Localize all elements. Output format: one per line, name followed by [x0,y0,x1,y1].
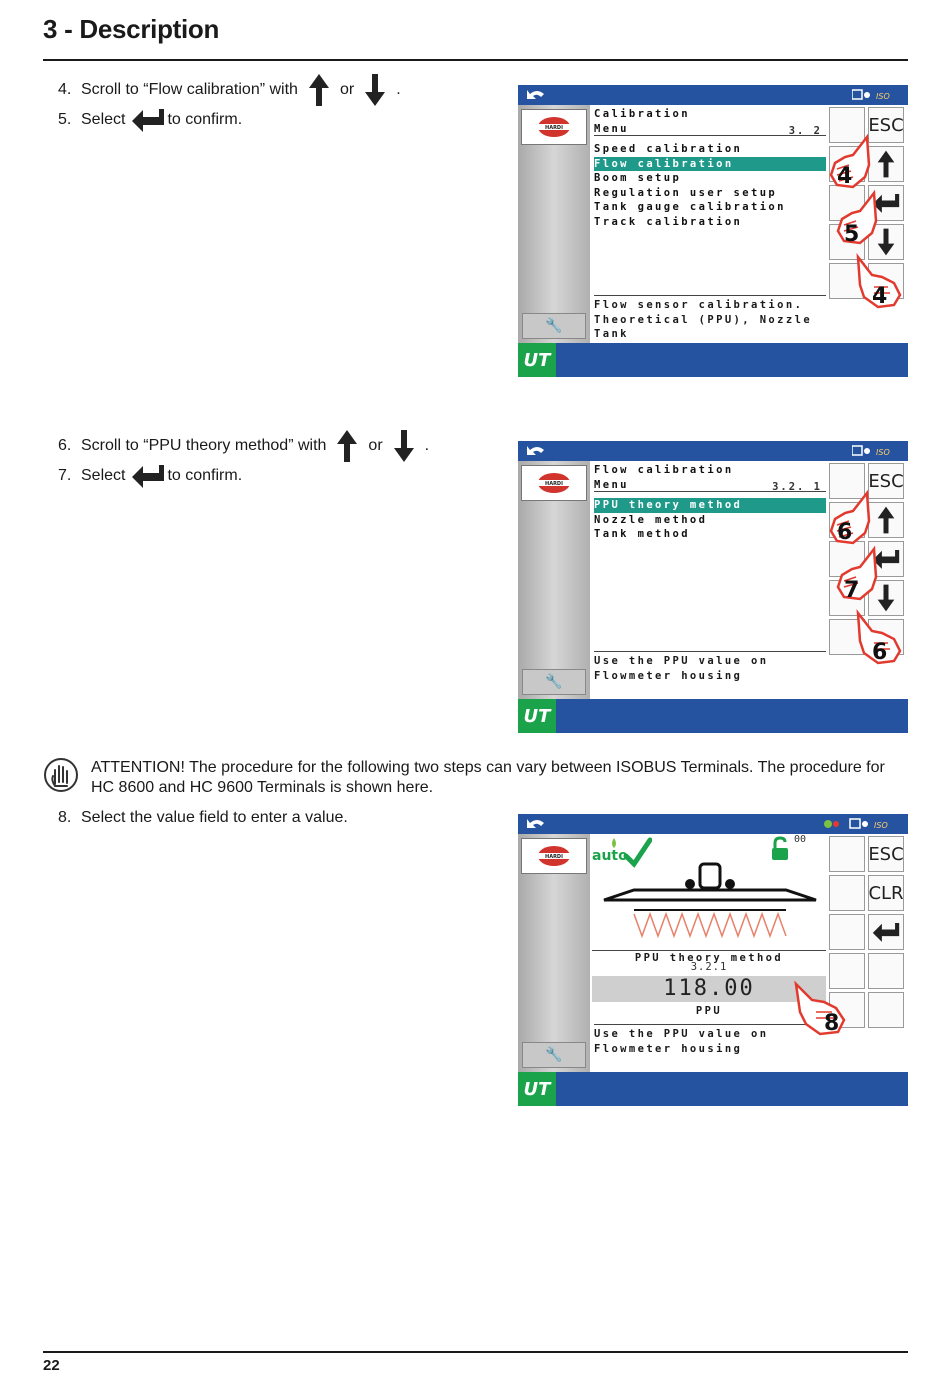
svg-text:6: 6 [872,640,888,665]
softkey-panel [828,834,908,1072]
arrow-up-icon [336,428,358,464]
left-panel [518,461,590,699]
step-5: 5. Select to confirm. [58,107,242,133]
step-7: 7. Select to confirm. [58,463,242,489]
pointing-hand-icon [852,253,908,309]
svg-text:ISO: ISO [876,92,890,101]
left-panel [518,834,590,1072]
blank-softkey[interactable] [868,992,904,1028]
footer-rule [43,1351,908,1353]
left-panel [518,105,590,343]
arrow-up-icon [308,72,330,108]
unlocked-icon [770,836,790,862]
wrench-icon[interactable]: 🔧 [522,1042,586,1068]
arrow-down-icon [364,72,386,108]
blank-softkey[interactable] [829,836,865,872]
bottom-bar [518,343,908,377]
back-icon[interactable] [526,444,548,458]
status-icons [852,444,902,458]
terminal-screen-calibration-menu [518,85,908,377]
sprayer-boom-icon [594,862,826,952]
svg-text:4: 4 [837,164,853,189]
step-8: 8. Select the value field to enter a value. [58,809,348,826]
esc-button[interactable]: ESC [868,107,904,143]
description-box: Use the PPU value on Flowmeter housing [594,651,826,683]
ut-logo: UT [518,699,556,733]
menu-item[interactable]: Nozzle method [594,513,708,526]
esc-button[interactable]: ESC [868,836,904,872]
menu-item[interactable]: Tank method [594,528,690,540]
menu-item[interactable]: Regulation user setup [594,186,778,199]
unit-label: PPU [695,1005,723,1017]
clr-button[interactable]: CLR [868,875,904,911]
method-label: PPU theory method [634,952,784,964]
svg-text:5: 5 [844,222,860,245]
page-number: 22 [43,1357,60,1374]
terminal-screen-flow-calibration [518,441,908,733]
menu-item-selected[interactable]: Flow calibration [594,157,826,172]
up-button[interactable] [868,502,904,538]
wrench-icon[interactable]: 🔧 [522,313,586,339]
svg-text:7: 7 [844,578,860,601]
menu-item[interactable]: Speed calibration [594,143,743,155]
svg-text:ISO: ISO [874,821,888,830]
description-box: Use the PPU value on Flowmeter housing [594,1024,826,1056]
enter-button[interactable] [868,914,904,950]
pointing-hand-icon [830,545,880,601]
hardi-logo [521,109,587,145]
pointing-hand-icon [830,189,880,245]
blank-softkey[interactable] [868,953,904,989]
header-rule [43,59,908,61]
bottom-bar [518,699,908,733]
ut-logo: UT [518,343,556,377]
menu-item-selected[interactable]: PPU theory method [594,498,826,513]
lock-value: 00 [794,834,807,845]
auto-mode-indicator: auto [592,836,652,868]
wrench-icon[interactable]: 🔧 [522,669,586,695]
back-icon[interactable] [526,817,548,831]
description-box: Flow sensor calibration. Theoretical (PPU), Nozzle Tank [594,295,826,356]
ut-logo: UT [518,1072,556,1106]
svg-text:HARDI: HARDI [545,854,563,860]
status-icons [852,88,902,102]
hardi-logo [521,838,587,874]
attention-hand-icon [43,756,79,794]
blank-softkey[interactable] [829,914,865,950]
svg-text:ISO: ISO [876,448,890,457]
status-icons [822,817,902,831]
menu-list: Calibration Menu 3. 2 Speed calibration Flow calibration Boom setup Regulation user setup Tank gauge calibration Track calibration [594,107,826,229]
menu-code: 3.2.1 [690,961,728,973]
arrow-down-icon [393,428,415,464]
menu-list: Flow calibration Menu 3.2. 1 PPU theory method Nozzle method Tank method [594,463,826,542]
top-bar [518,814,908,834]
svg-text:HARDI: HARDI [545,125,563,131]
pointing-hand-icon [790,980,852,1036]
step-6: 6. Scroll to “PPU theory method” with or . [58,428,429,464]
enter-icon [131,463,165,489]
svg-text:8: 8 [824,1011,840,1036]
menu-item[interactable]: Tank gauge calibration [594,201,786,213]
enter-icon [131,107,165,133]
svg-text:4: 4 [872,284,888,309]
hardi-logo [521,465,587,501]
pointing-hand-icon [823,489,873,545]
ppu-value-field[interactable]: 118.00 [592,976,826,1002]
step-4: 4. Scroll to “Flow calibration” with or . [58,72,401,108]
top-bar [518,441,908,461]
up-button[interactable] [868,146,904,182]
attention-note: ATTENTION! The procedure for the following two steps can vary between ISOBUS Terminals. The procedure for HC 8600 and HC 9600 Terminals is shown here. [91,759,885,796]
pointing-hand-icon [852,609,908,665]
terminal-screen-ppu-value [518,814,908,1106]
svg-text:HARDI: HARDI [545,481,563,487]
menu-item[interactable]: Boom setup [594,172,682,184]
bottom-bar [518,1072,908,1106]
esc-button[interactable]: ESC [868,463,904,499]
page-title: 3 - Description [43,14,220,44]
top-bar [518,85,908,105]
pointing-hand-icon [823,133,873,189]
svg-text:6: 6 [837,520,853,545]
menu-item[interactable]: Track calibration [594,215,743,228]
back-icon[interactable] [526,88,548,102]
blank-softkey[interactable] [829,875,865,911]
